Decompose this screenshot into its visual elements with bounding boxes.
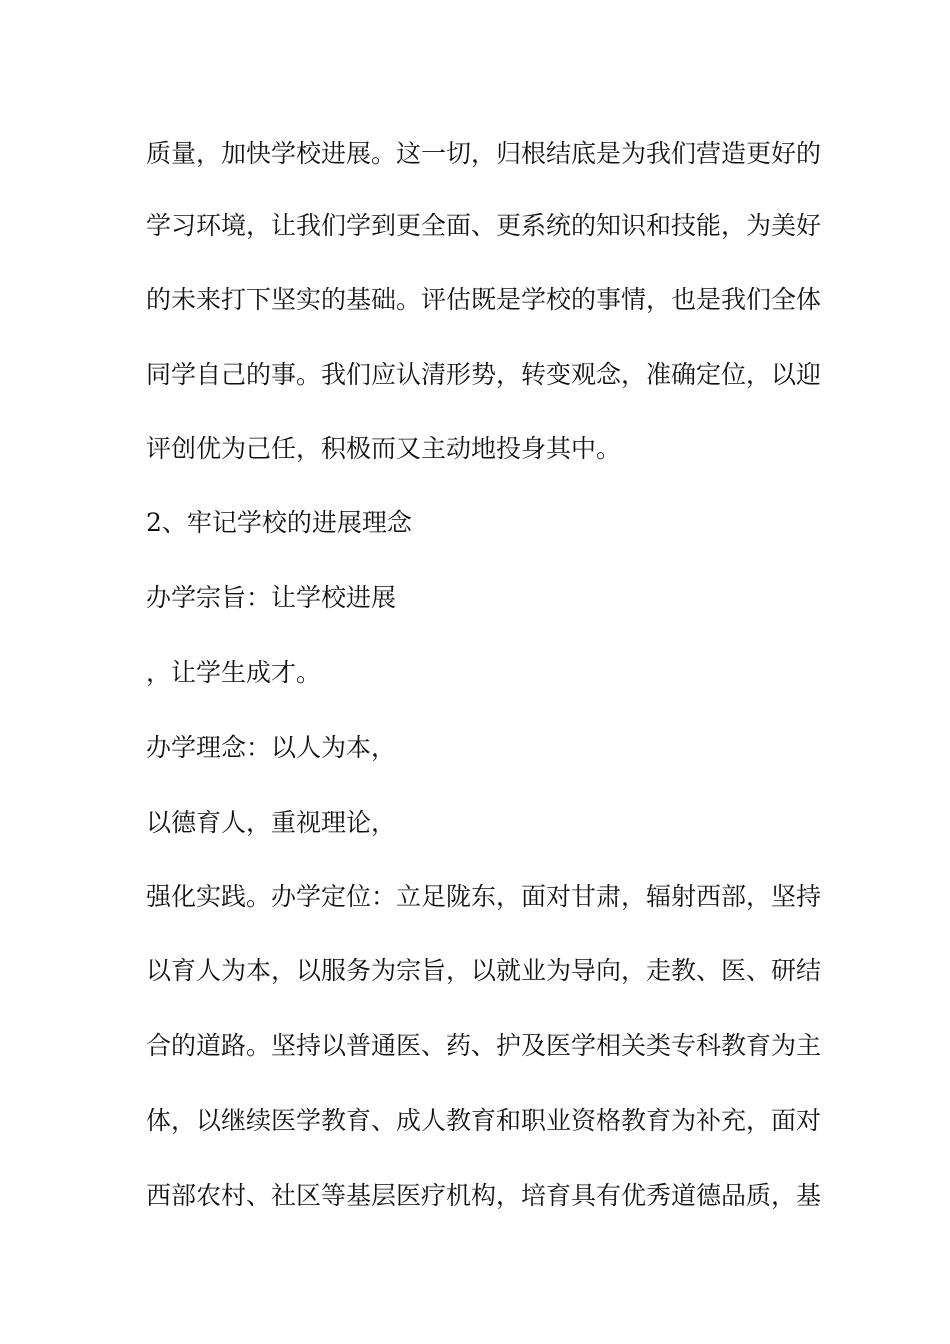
body-text-line-8: ，让学生成才。 [146,658,322,687]
body-text-line-12: 以育人为本，以服务为宗旨，以就业为导向，走教、医、研结 [146,956,822,985]
body-text-line-5: 评创优为己任，积极而又主动地投身其中。 [146,434,622,463]
body-text-line-15: 西部农村、社区等基层医疗机构，培育具有优秀道德品质，基 [146,1181,822,1210]
body-text-line-13: 合的道路。坚持以普通医、药、护及医学相关类专科教育为主 [146,1031,822,1060]
body-text-line-7: 办学宗旨：让学校进展 [146,583,397,612]
body-text-line-3: 的未来打下坚实的基础。评估既是学校的事情，也是我们全体 [146,285,822,314]
body-text-line-14: 体，以继续医学教育、成人教育和职业资格教育为补充，面对 [146,1106,822,1135]
body-text-line-10: 以德育人，重视理论， [146,808,397,837]
body-text-line-2: 学习环境，让我们学到更全面、更系统的知识和技能，为美好 [146,211,822,240]
body-text-line-9: 办学理念：以人为本， [146,733,397,762]
body-text-line-1: 质量，加快学校进展。这一切，归根结底是为我们营造更好的 [146,139,822,168]
section-heading: 2、牢记学校的进展理念 [146,508,412,537]
body-text-line-11: 强化实践。办学定位：立足陇东，面对甘肃，辐射西部，坚持 [146,882,822,911]
body-text-line-4: 同学自己的事。我们应认清形势，转变观念，准确定位，以迎 [146,360,822,389]
